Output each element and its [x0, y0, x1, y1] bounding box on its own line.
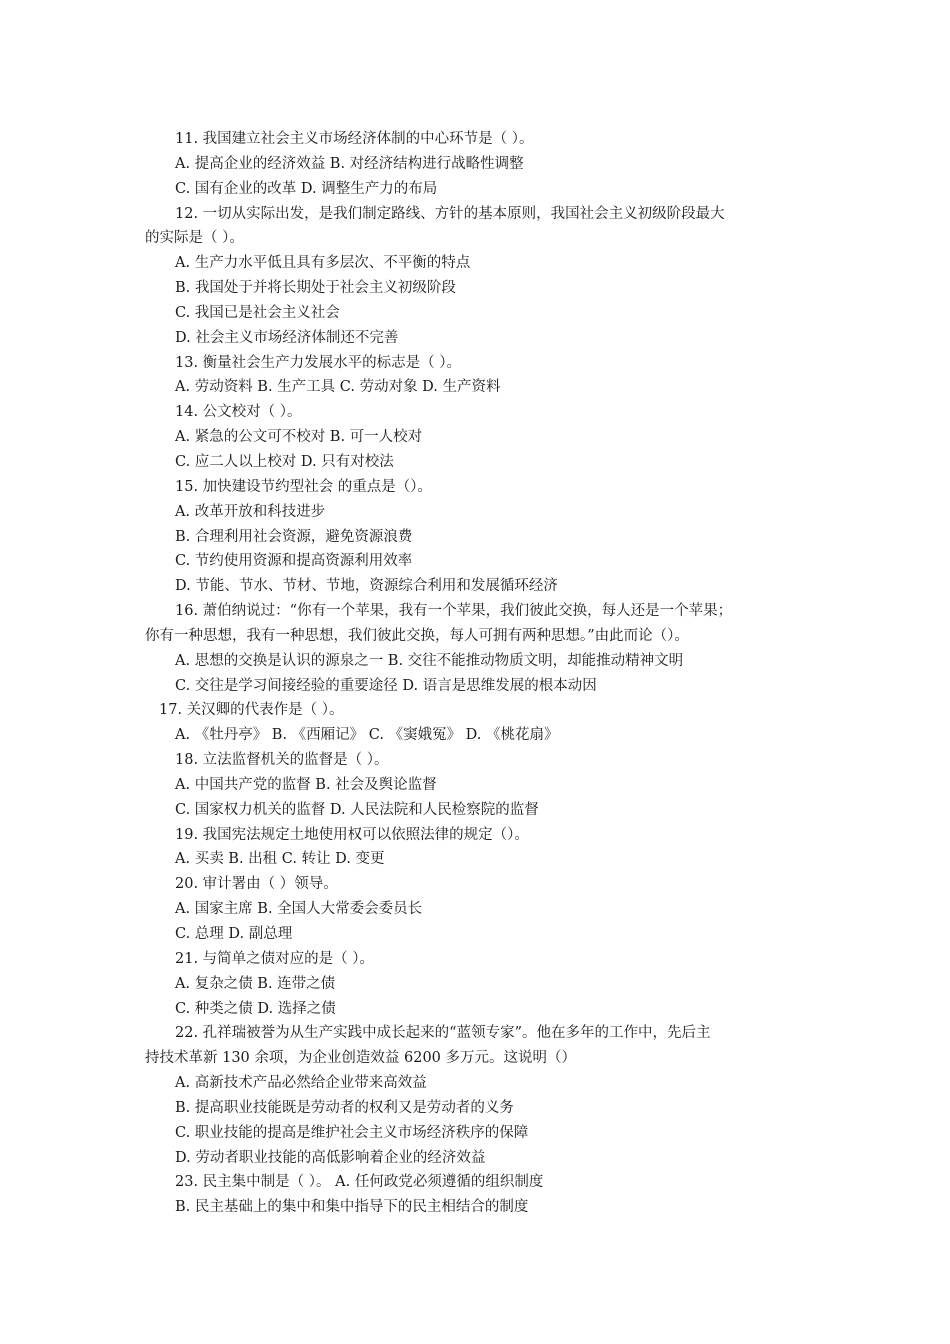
- text-line: 的实际是（ ）。: [145, 230, 244, 247]
- text-line: 23. 民主集中制是（ ）。 A. 任何政党必须遵循的组织制度: [175, 1174, 544, 1191]
- text-line: 11. 我国建立社会主义市场经济体制的中心环节是（ ）。: [175, 131, 534, 147]
- text-line: D. 劳动者职业技能的高低影响着企业的经济效益: [175, 1149, 486, 1166]
- text-line: 14. 公文校对（ ）。: [175, 404, 302, 421]
- text-line: 16. 萧伯纳说过：“你有一个苹果，我有一个苹果，我们彼此交换，每人还是一个苹果；: [175, 603, 733, 620]
- text-line: 13. 衡量社会生产力发展水平的标志是（ ）。: [175, 354, 462, 371]
- text-line: A. 中国共产党的监督 B. 社会及舆论监督: [175, 776, 437, 793]
- text-line: A. 劳动资料 B. 生产工具 C. 劳动对象 D. 生产资料: [175, 379, 501, 396]
- text-line: 12. 一切从实际出发，是我们制定路线、方针的基本原则，我国社会主义初级阶段最大: [175, 205, 725, 222]
- text-line: A. 思想的交换是认识的源泉之一 B. 交往不能推动物质文明，却能推动精神文明: [175, 652, 684, 669]
- text-line: 你有一种思想，我有一种思想，我们彼此交换，每人可拥有两种思想。”由此而论（）。: [145, 627, 689, 644]
- text-line: A. 紧急的公文可不校对 B. 可一人校对: [175, 429, 423, 446]
- text-line: B. 提高职业技能既是劳动者的权利又是劳动者的义务: [175, 1099, 514, 1116]
- text-line: 19. 我国宪法规定土地使用权可以依照法律的规定（）。: [175, 826, 529, 843]
- text-line: 持技术革新 130 余项，为企业创造效益 6200 多万元。这说明（）: [145, 1050, 577, 1067]
- text-line: 15. 加快建设节约型社会 的重点是（）。: [175, 478, 433, 495]
- text-line: C. 我国已是社会主义社会: [175, 304, 340, 321]
- text-line: A. 改革开放和科技进步: [175, 503, 326, 520]
- text-line: A. 《牡丹亭》 B. 《西厢记》 C. 《窦娥冤》 D. 《桃花扇》: [175, 727, 559, 744]
- text-line: A. 生产力水平低且具有多层次、不平衡的特点: [175, 255, 471, 272]
- text-line: 18. 立法监督机关的监督是（ ）。: [175, 752, 389, 769]
- text-line: C. 种类之债 D. 选择之债: [175, 1000, 336, 1017]
- text-line: A. 国家主席 B. 全国人大常委会委员长: [175, 901, 423, 918]
- text-line: A. 买卖 B. 出租 C. 转让 D. 变更: [175, 851, 385, 868]
- text-line: C. 交往是学习间接经验的重要途径 D. 语言是思维发展的根本动因: [175, 677, 597, 694]
- text-line: C. 节约使用资源和提高资源利用效率: [175, 553, 413, 570]
- text-line: C. 总理 D. 副总理: [175, 926, 293, 942]
- text-line: C. 应二人以上校对 D. 只有对校法: [175, 453, 394, 470]
- text-line: A. 高新技术产品必然给企业带来高效益: [175, 1075, 427, 1092]
- text-line: B. 我国处于并将长期处于社会主义初级阶段: [175, 280, 456, 297]
- text-line: D. 社会主义市场经济体制还不完善: [175, 329, 399, 346]
- text-line: C. 国家权力机关的监督 D. 人民法院和人民检察院的监督: [175, 801, 539, 818]
- text-line: 17. 关汉卿的代表作是（ ）。: [159, 702, 344, 719]
- text-line: C. 职业技能的提高是维护社会主义市场经济秩序的保障: [175, 1124, 529, 1141]
- text-line: 20. 审计署由（ ）领导。: [175, 876, 338, 893]
- text-line: B. 民主基础上的集中和集中指导下的民主相结合的制度: [175, 1199, 529, 1216]
- text-line: B. 合理利用社会资源，避免资源浪费: [175, 528, 413, 545]
- text-line: 22. 孔祥瑞被誉为从生产实践中成长起来的“蓝领专家”。他在多年的工作中，先后主: [175, 1025, 711, 1042]
- text-line: A. 复杂之债 B. 连带之债: [175, 975, 336, 992]
- text-line: 21. 与简单之债对应的是（ ）。: [175, 950, 375, 967]
- text-line: A. 提高企业的经济效益 B. 对经济结构进行战略性调整: [175, 155, 524, 172]
- text-line: D. 节能、节水、节材、节地，资源综合利用和发展循环经济: [175, 578, 558, 595]
- text-line: C. 国有企业的改革 D. 调整生产力的布局: [175, 180, 438, 197]
